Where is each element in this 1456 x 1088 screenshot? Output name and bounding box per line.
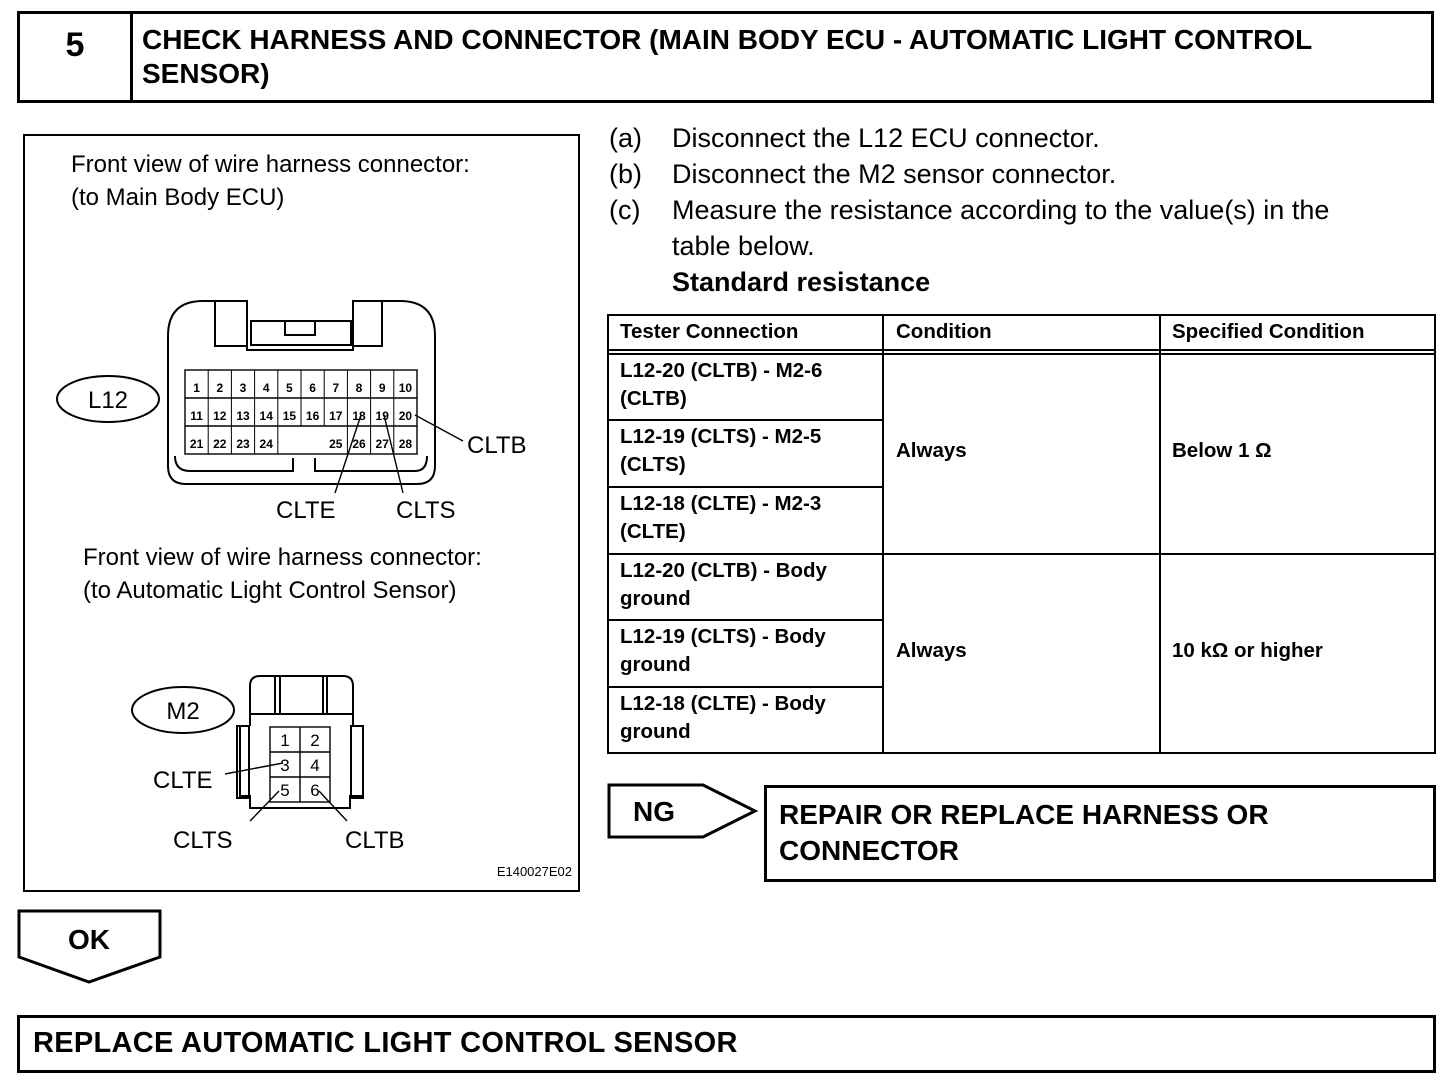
table-row: L12-18 (CLTE) - Body ground	[620, 692, 826, 743]
step-header	[17, 11, 1434, 103]
l12-pin: 3	[239, 381, 247, 395]
ng-label: NG	[633, 796, 675, 827]
l12-pin: 11	[190, 409, 203, 423]
ecu-caption-line2: (to Main Body ECU)	[71, 184, 285, 211]
l12-pin: 6	[309, 381, 316, 395]
l12-pin: 10	[398, 381, 413, 395]
step-title: CHECK HARNESS AND CONNECTOR (MAIN BODY ECU - AUTOMATIC LIGHT CONTROL SENSOR)	[142, 24, 1312, 89]
l12-pin: 22	[213, 437, 227, 451]
l12-pin: 20	[398, 409, 413, 423]
ng-result-text: REPAIR OR REPLACE HARNESS OR CONNECTOR	[779, 799, 1269, 866]
l12-label: L12	[87, 387, 129, 414]
resistance-table	[607, 314, 1436, 754]
l12-pin: 24	[259, 437, 273, 451]
table-row: L12-20 (CLTB) - Body ground	[620, 559, 827, 610]
final-action-text: REPLACE AUTOMATIC LIGHT CONTROL SENSOR	[33, 1027, 738, 1059]
l12-pin: 27	[375, 437, 389, 451]
m2-callout-clts: CLTS	[173, 827, 233, 854]
step-number: 5	[20, 14, 133, 100]
sensor-caption-line1: Front view of wire harness connector:	[83, 544, 482, 571]
table-row: L12-20 (CLTB) - M2-6 (CLTB)	[620, 359, 823, 410]
l12-pin: 7	[332, 381, 340, 395]
sensor-caption-line2: (to Automatic Light Control Sensor)	[83, 577, 457, 604]
callout-clts: CLTS	[396, 497, 456, 524]
l12-pin: 2	[216, 381, 224, 395]
l12-pin: 18	[352, 409, 366, 423]
table-row: L12-18 (CLTE) - M2-3 (CLTE)	[620, 492, 822, 543]
l12-pin: 17	[329, 409, 343, 423]
m2-label: M2	[166, 698, 200, 725]
group1-condition: Always	[896, 439, 967, 462]
m2-callout-clte: CLTE	[153, 767, 213, 794]
l12-pin: 14	[259, 409, 273, 423]
connector-figure	[23, 134, 580, 892]
header-tester-connection: Tester Connection	[620, 320, 799, 343]
l12-pin: 8	[355, 381, 363, 395]
standard-heading: Standard resistance	[672, 267, 931, 297]
ok-label: OK	[68, 924, 110, 955]
ecu-caption-line1: Front view of wire harness connector:	[71, 151, 470, 178]
m2-pin-grid	[270, 727, 330, 802]
l12-pin: 15	[282, 409, 297, 423]
table-row: L12-19 (CLTS) - M2-5 (CLTS)	[620, 425, 822, 476]
group1-specified: Below 1 Ω	[1172, 439, 1272, 462]
m2-pin: 2	[310, 731, 320, 750]
ng-result-box	[764, 785, 1436, 882]
l12-pin: 13	[236, 409, 250, 423]
m2-pin: 4	[310, 756, 320, 775]
m2-pin: 1	[280, 731, 290, 750]
l12-pin: 19	[375, 409, 389, 423]
l12-pins	[190, 370, 412, 454]
group2-specified: 10 kΩ or higher	[1172, 639, 1323, 662]
l12-pin: 5	[286, 381, 293, 395]
figure-code: E140027E02	[496, 864, 572, 879]
header-specified-condition: Specified Condition	[1172, 320, 1365, 343]
m2-callout-cltb: CLTB	[345, 827, 405, 854]
l12-pin: 4	[262, 381, 270, 395]
ng-arrow	[607, 783, 759, 841]
header-condition: Condition	[896, 320, 992, 343]
final-action-box	[17, 1015, 1436, 1073]
l12-pin: 28	[398, 437, 413, 451]
ok-arrow	[17, 909, 163, 985]
callout-cltb: CLTB	[467, 432, 527, 459]
l12-pin: 23	[236, 437, 250, 451]
l12-pin: 9	[378, 381, 386, 395]
l12-pin: 1	[193, 381, 200, 395]
m2-pin: 6	[310, 781, 320, 800]
l12-pin: 12	[213, 409, 227, 423]
m2-pin: 3	[280, 756, 290, 775]
l12-pin: 21	[189, 437, 204, 451]
connector-diagram	[25, 136, 578, 890]
group2-condition: Always	[896, 639, 967, 662]
m2-pin: 5	[280, 781, 290, 800]
l12-pin: 16	[305, 409, 320, 423]
l12-pin: 25	[329, 437, 343, 451]
l12-pin: 26	[352, 437, 366, 451]
table-row: L12-19 (CLTS) - Body ground	[620, 625, 826, 676]
callout-clte: CLTE	[276, 497, 336, 524]
